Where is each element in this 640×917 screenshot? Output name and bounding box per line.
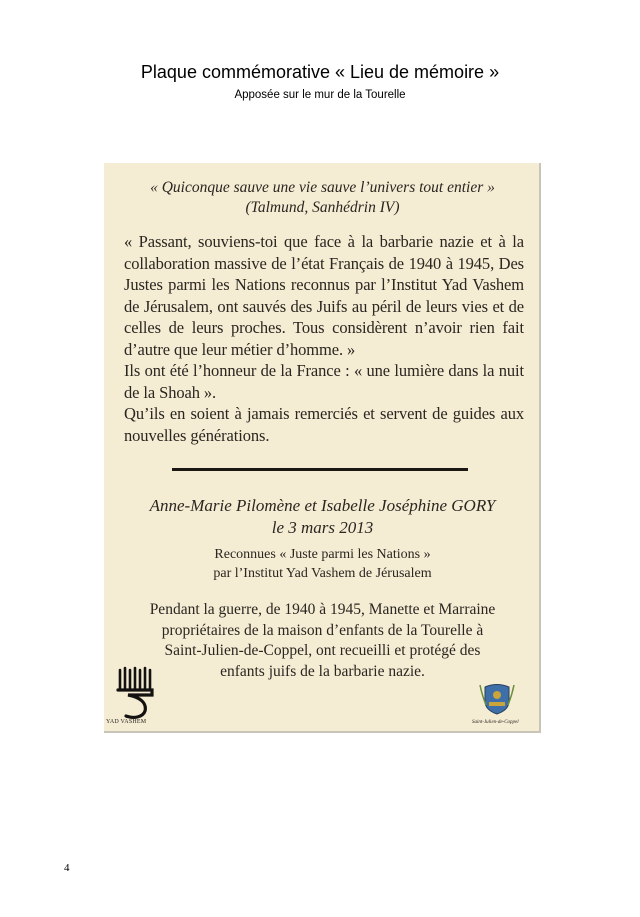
story-line: Pendant la guerre, de 1940 à 1945, Manette et Marraine [149,601,496,618]
dedication-date: le 3 mars 2013 [271,518,374,537]
yad-vashem-label: YAD VASHEM [106,719,147,725]
story-line: enfants juifs de la barbarie nazie. [220,662,425,680]
page-title: Plaque commémorative « Lieu de mémoire » [140,62,500,82]
message-paragraph: « Passant, souviens-toi que face à la barbarie nazie et à la collaboration massive de l’état Français de 1940 à 1945, Des Justes parmi les Nations reconnus par l’Institut Yad Vashem de Jérusalem, ont sauvés des Juifs au péril de leurs vies et de celles de leurs proches. Tous considèrent n’avoir rien fait d’autre que leur métier d’homme. » [124,232,524,359]
plaque-quote: « Quiconque sauve une vie sauve l’univers tout entier » [150,179,495,196]
crest-label: Saint-Julien-de-Coppel [472,720,519,725]
recognition-line: Reconnues « Juste parmi les Nations » [214,547,431,562]
plaque-quote-source: (Talmund, Sanhédrin IV) [245,199,400,216]
story-line: propriétaires de la maison d’enfants de la Tourelle à [161,621,484,639]
honorees-names: Anne-Marie Pilomène et Isabelle Joséphine GORY [149,496,496,515]
plaque-story [114,600,531,682]
page-number: 4 [64,862,70,874]
message-paragraph: Ils ont été l’honneur de la France : « une lumière dans la nuit de la Shoah ». [124,361,524,402]
memorial-plaque [104,163,541,733]
page-subtitle: Apposée sur le mur de la Tourelle [234,89,406,101]
plaque-message [124,231,524,446]
yad-vashem-logo-icon [114,666,164,722]
divider [172,468,468,471]
town-crest-icon [478,681,516,715]
recognition-line: par l’Institut Yad Vashem de Jérusalem [213,566,432,581]
message-paragraph: Qu’ils en soient à jamais remerciés et servent de guides aux nouvelles générations. [124,404,524,445]
story-line: Saint-Julien-de-Coppel, ont recueilli et protégé des [164,642,481,659]
